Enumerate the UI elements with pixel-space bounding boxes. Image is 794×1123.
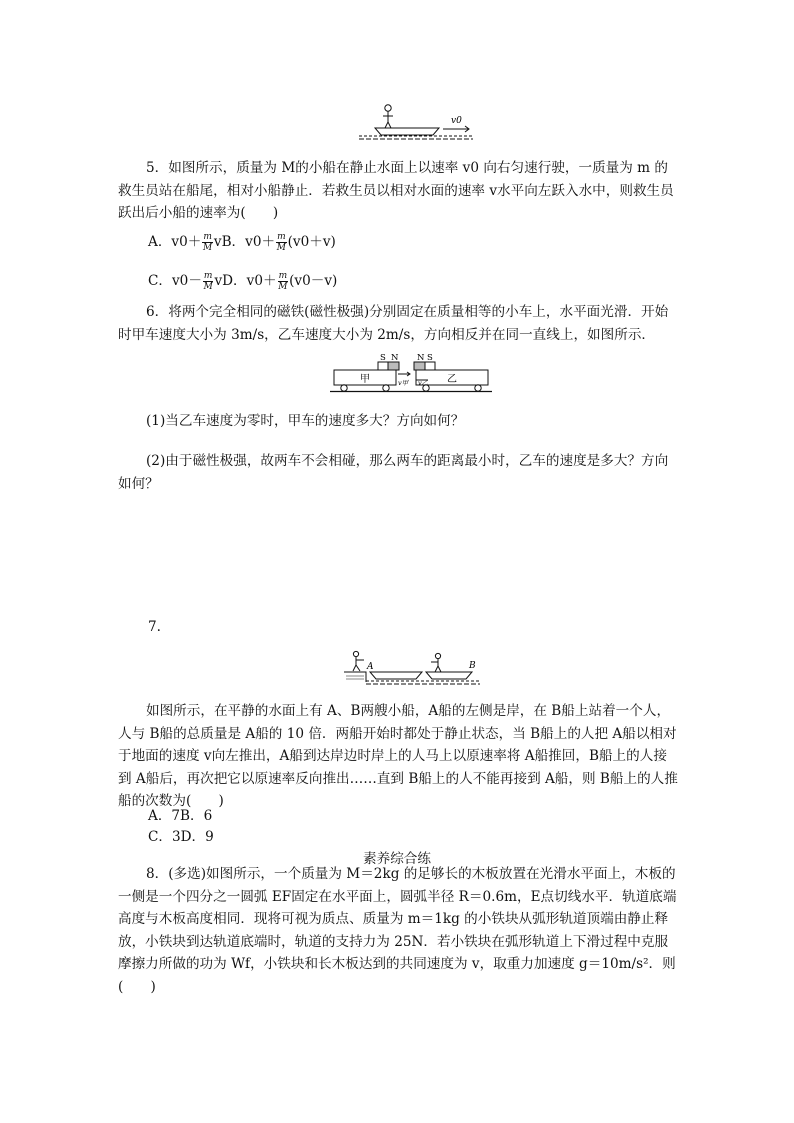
question-7-number: 7. bbox=[148, 619, 161, 635]
svg-text:v乙: v乙 bbox=[418, 379, 429, 387]
rescuer-head bbox=[385, 105, 391, 111]
svg-text:S: S bbox=[380, 353, 386, 363]
svg-text:A: A bbox=[367, 662, 374, 672]
question-6-sub1: (1)当乙车速度为零时，甲车的速度多大？方向如何？ bbox=[146, 413, 465, 429]
boat-figure bbox=[355, 103, 475, 145]
q7-options-cd: C．3D．9 bbox=[148, 829, 214, 845]
section-title: 素养综合练 bbox=[363, 851, 431, 867]
boat-hull bbox=[375, 128, 439, 135]
magnet-s2 bbox=[425, 362, 435, 370]
svg-text:N: N bbox=[391, 353, 399, 363]
svg-text:B: B bbox=[469, 661, 476, 671]
svg-text:N: N bbox=[417, 353, 425, 363]
q5-options-cd: C．v0－ $\frac{m}{M}$ vD．v0＋ $\frac{m}{M}$ (v0－v) bbox=[148, 271, 338, 292]
magnet-n2 bbox=[414, 362, 425, 370]
magnet-n1 bbox=[388, 362, 399, 370]
q5-options-ab: A．v0＋ $\frac{m}{M}$ vB．v0＋ $\frac{m}{M}$ (v0＋v) bbox=[148, 232, 336, 253]
boat-a bbox=[370, 672, 422, 679]
question-6: 6．将两个完全相同的磁铁(磁性极强)分别固定在质量相等的小车上，水平面光滑．开始时甲车速度大小为 3m/s，乙车速度大小为 2m/s，方向相反并在同一直线上，如图所示． bbox=[118, 304, 669, 343]
svg-text:v甲: v甲 bbox=[398, 379, 409, 387]
boat-b bbox=[426, 672, 472, 679]
q7-options-ab: A．7B．6 bbox=[148, 808, 213, 824]
svg-text:S: S bbox=[427, 353, 433, 363]
question-8: 8．(多选)如图所示，一个质量为 M＝2kg 的足够长的木板放置在光滑水平面上，木板的一侧是一个四分之一圆弧 EF固定在水平面上，圆弧半径 R＝0.6m，E点切线水平．轨道底端高度与木板高度相同．现将可视为质点、质量为 m＝1kg 的小铁块从弧形轨道顶端由静止释放，小铁块到达轨道底端时，轨道的支持力为 25N．若小铁块在弧形轨道上下滑过程中克服摩擦力所做的功为 Wf，小铁块和长木板达到的共同速度为 v，取重力加速度 g＝10m/s²．则( ) bbox=[118, 866, 677, 995]
question-7: 如图所示，在平静的水面上有 A、B两艘小船，A船的左侧是岸，在 B船上站着一个人，人与 B船的总质量是 A船的 10 倍．两船开始时都处于静止状态，当 B船上的人把 A船以相对于地面的速度 v向左推出，A船到达岸边时岸上的人马上以原速率将 A船推回，B船上的人接到 A船后，再次把它以原速率反向推出……直到 B船上的人不能再接到 A船，则 B船上的人推船的次数为( ) bbox=[118, 703, 678, 809]
svg-text:乙: 乙 bbox=[447, 374, 457, 385]
velocity-label: v0 bbox=[451, 116, 462, 126]
question-5: 5．如图所示，质量为 M的小船在静止水面上以速率 v0 向右匀速行驶，一质量为 m 的救生员站在船尾，相对小船静止．若救生员以相对水面的速率 v水平向左跃入水中，则救生员跃出后小船的速率为( ) bbox=[118, 160, 674, 221]
magnet-carts-figure bbox=[330, 352, 492, 396]
two-boats-figure bbox=[342, 648, 482, 688]
shore bbox=[344, 672, 366, 682]
question-6-sub2: (2)由于磁性极强，故两车不会相碰，那么两车的距离最小时，乙车的速度是多大？方向如何？ bbox=[118, 453, 669, 492]
magnet-s1 bbox=[378, 362, 388, 370]
svg-text:甲: 甲 bbox=[360, 374, 370, 385]
